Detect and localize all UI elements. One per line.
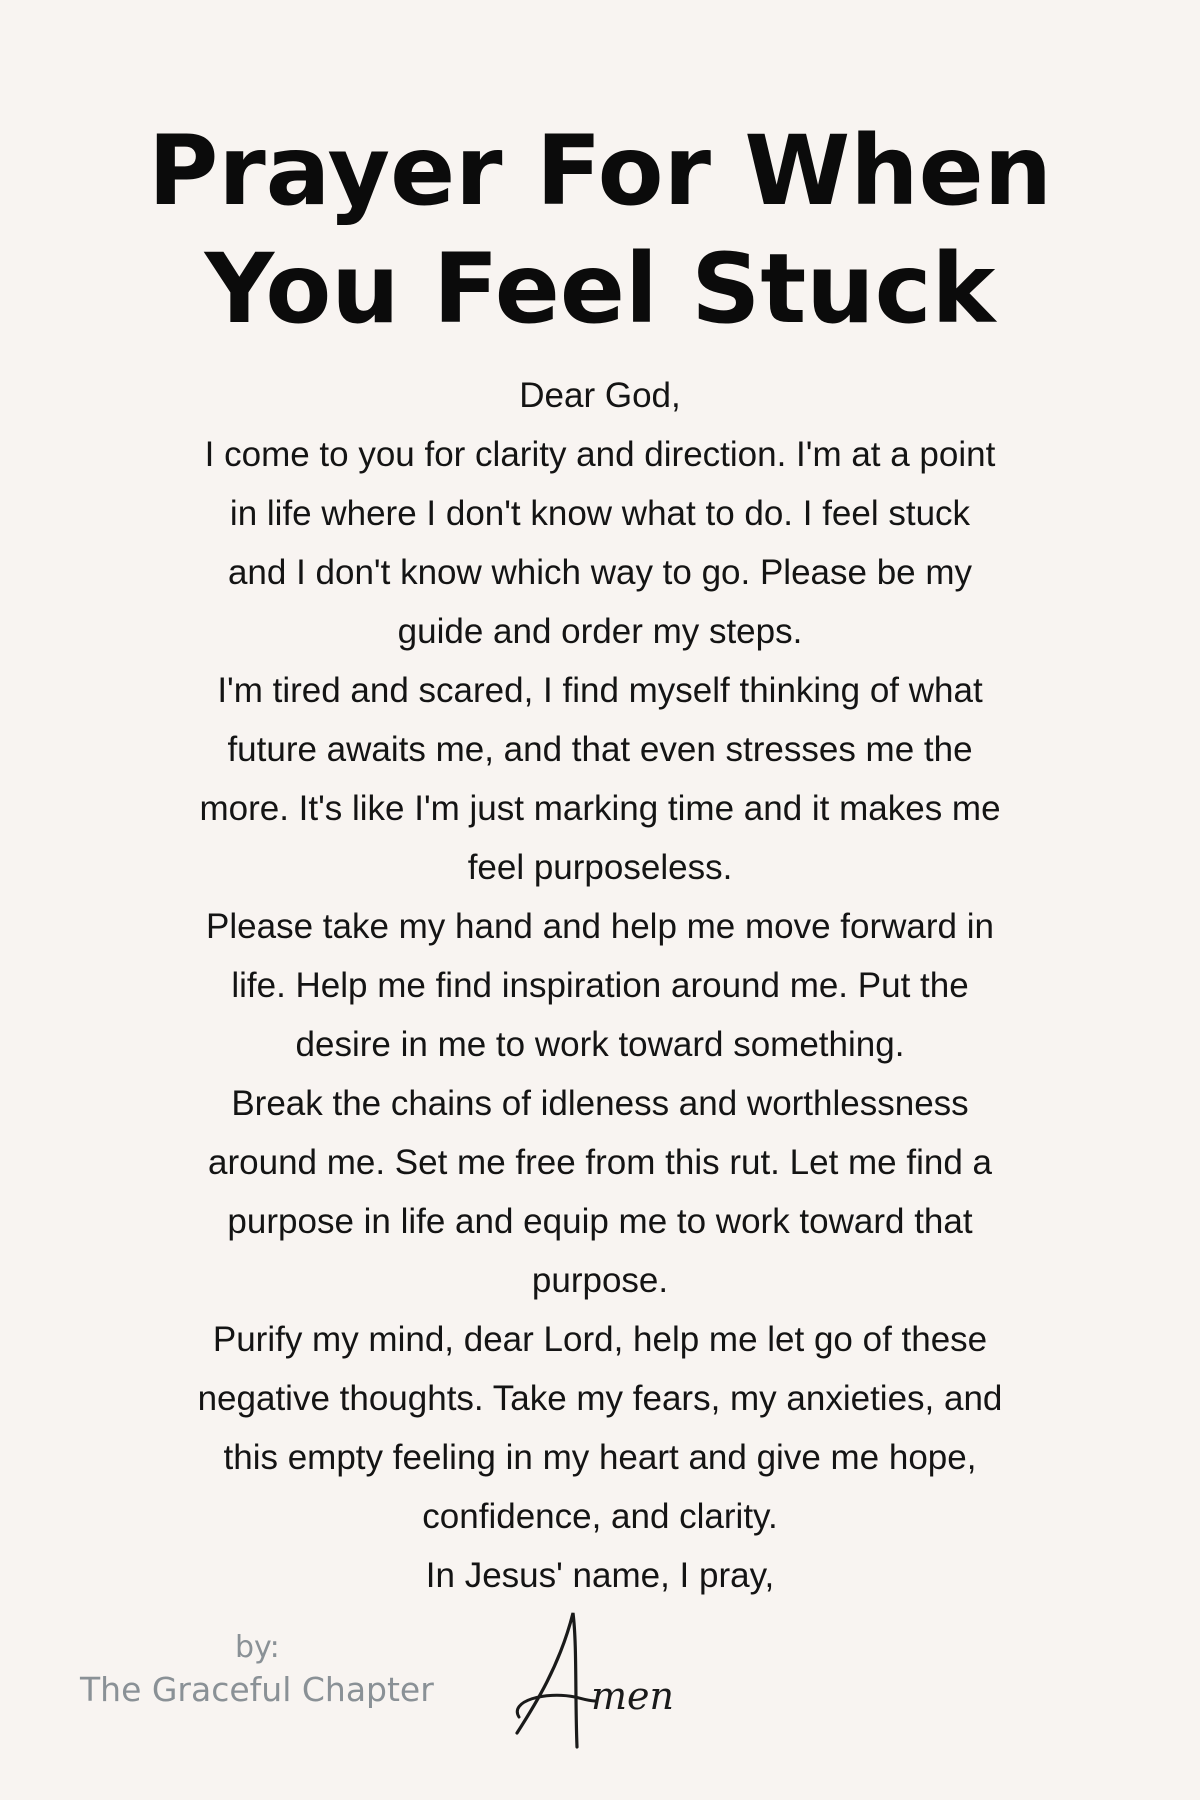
prayer-line: desire in me to work toward something. (295, 1025, 905, 1064)
prayer-line: in life where I don't know what to do. I feel stuck (229, 494, 971, 533)
title-line-2: You Feel Stuck (204, 233, 996, 345)
prayer-line: confidence, and clarity. (422, 1497, 778, 1536)
prayer-line: life. Help me find inspiration around me. Put the (231, 966, 969, 1005)
prayer-line: I come to you for clarity and direction. I'm at a point (204, 435, 996, 474)
byline-author: The Graceful Chapter (80, 1670, 434, 1709)
byline-prefix: by: (235, 1630, 280, 1665)
prayer-line: guide and order my steps. (397, 612, 803, 651)
title-line-1: Prayer For When (147, 115, 1053, 227)
signature-a-stroke (517, 1613, 577, 1747)
prayer-line: future awaits me, and that even stresses me the (227, 730, 973, 769)
signature-word: men (591, 1674, 674, 1718)
amen-signature-graphic (505, 1605, 725, 1755)
byline (80, 1628, 460, 1712)
prayer-line: negative thoughts. Take my fears, my anxieties, and (197, 1379, 1003, 1418)
prayer-line: Dear God, (519, 376, 681, 415)
prayer-text (120, 366, 1080, 1605)
prayer-line: I'm tired and scared, I find myself thinking of what (217, 671, 983, 710)
prayer-line: Purify my mind, dear Lord, help me let go of these (212, 1320, 988, 1359)
prayer-line: Break the chains of idleness and worthlessness (231, 1084, 969, 1123)
prayer-line: purpose in life and equip me to work toward that (227, 1202, 973, 1241)
prayer-line: In Jesus' name, I pray, (425, 1556, 775, 1595)
prayer-line: feel purposeless. (467, 848, 733, 887)
prayer-line: purpose. (531, 1261, 669, 1300)
prayer-line: more. It's like I'm just marking time and it makes me (199, 789, 1001, 828)
prayer-line: this empty feeling in my heart and give me hope, (223, 1438, 977, 1477)
page-title (0, 112, 1200, 348)
prayer-line: around me. Set me free from this rut. Let me find a (208, 1143, 992, 1182)
prayer-line: and I don't know which way to go. Please be my (227, 553, 973, 592)
prayer-line: Please take my hand and help me move forward in (206, 907, 994, 946)
amen-signature (505, 1605, 725, 1755)
